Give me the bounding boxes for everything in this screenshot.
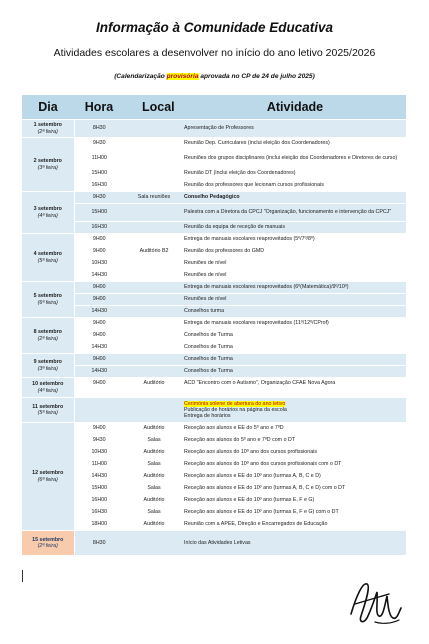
hora-cell: 9H00 — [74, 378, 124, 398]
table-row — [22, 150, 406, 168]
day-weekday: (3ª feira) — [37, 365, 58, 372]
local-cell — [124, 204, 184, 222]
day-date: 12 setembro — [32, 470, 64, 477]
hora-cell: 9H00 — [74, 234, 124, 246]
local-cell — [124, 258, 184, 270]
atividade-cell: Apresentação de Professores — [184, 120, 406, 138]
day-cell — [22, 398, 74, 423]
table-row — [22, 120, 406, 138]
schedule-table — [22, 95, 406, 556]
table-row — [22, 204, 406, 222]
atividade-cell: Palestra com a Diretora da CPCJ "Organização, funcionamento e intervenção da CPCJ" — [184, 204, 406, 222]
atividade-cell: Entrega de manuais escolares reaproveitados (5º/7º/8º) — [184, 234, 406, 246]
table-row — [22, 180, 406, 192]
local-cell: Auditório B2 — [124, 246, 184, 258]
atividade-cell: Reunião com a APEE, Direção e Encarregados de Educação — [184, 519, 406, 531]
local-cell — [124, 366, 184, 378]
hora-cell — [74, 398, 124, 423]
atividade-cell: Conselhos de Turma — [184, 342, 406, 354]
day-cell — [22, 282, 74, 318]
local-cell — [124, 150, 184, 168]
hora-cell: 9H30 — [74, 435, 124, 447]
local-cell: Auditório — [124, 378, 184, 398]
hora-cell: 14H30 — [74, 342, 124, 354]
day-date: 15 setembro — [32, 536, 64, 543]
header-atividade: Atividade — [184, 95, 406, 120]
atividade-cell: Receção aos alunos do 10º ano dos cursos profissionais com o DT — [184, 459, 406, 471]
day-date: 3 setembro — [33, 206, 62, 213]
hora-cell: 9H00 — [74, 246, 124, 258]
day-cell — [22, 378, 74, 398]
local-cell — [124, 354, 184, 366]
atividade-cell: Reunião Dep. Curriculares (inclui eleição dos Coordenadores) — [184, 138, 406, 150]
hora-cell: 9H00 — [74, 318, 124, 330]
hora-cell: 16H00 — [74, 495, 124, 507]
hora-cell: 9H00 — [74, 354, 124, 366]
hora-cell: 14H30 — [74, 366, 124, 378]
schedule-delivery-label: Entrega de horários — [184, 413, 231, 420]
atividade-cell: Receção aos alunos e EE do 5º ano e 7ºD — [184, 423, 406, 435]
table-row — [22, 354, 406, 366]
day-cell — [22, 531, 74, 556]
signature-image — [345, 574, 405, 629]
atividade-cell: Reunião da equipa de receção de manuais — [184, 222, 406, 234]
day-date: 1 setembro — [33, 122, 62, 129]
local-cell: Auditório — [124, 495, 184, 507]
day-cell — [22, 120, 74, 138]
day-date: 8 setembro — [33, 329, 62, 336]
day-cell — [22, 354, 74, 378]
local-cell — [124, 330, 184, 342]
atividade-cell: Receção aos alunos e EE do 10º ano (turmas E, F e G) — [184, 495, 406, 507]
local-cell: Auditório — [124, 447, 184, 459]
note-after: aprovada no CP de 24 de julho 2025) — [198, 73, 315, 80]
table-row — [22, 519, 406, 531]
hora-cell: 16H30 — [74, 507, 124, 519]
table-row — [22, 168, 406, 180]
day-cell — [22, 234, 74, 282]
day-weekday: (5ª feira) — [37, 410, 58, 416]
local-cell — [124, 120, 184, 138]
table-row — [22, 366, 406, 378]
local-cell: Salas — [124, 483, 184, 495]
hora-cell: 14H30 — [74, 306, 124, 318]
day-date: 10 setembro — [32, 381, 64, 388]
local-cell: Salas — [124, 507, 184, 519]
local-cell — [124, 398, 184, 423]
table-row — [22, 282, 406, 294]
local-cell — [124, 306, 184, 318]
day-date: 9 setembro — [33, 359, 62, 366]
margin-line — [22, 570, 23, 582]
atividade-cell: Conselhos de Turma — [184, 354, 406, 366]
atividade-cell: Receção aos alunos e EE do 10º ano (turmas E, F e G) com o DT — [184, 507, 406, 519]
table-row — [22, 471, 406, 483]
table-row — [22, 270, 406, 282]
local-cell — [124, 234, 184, 246]
atividade-cell: Reunião DT (inclui eleição dos Coordenadores) — [184, 168, 406, 180]
day-weekday: (4ª feira) — [37, 212, 58, 219]
hora-cell: 9H00 — [74, 330, 124, 342]
table-row — [22, 495, 406, 507]
schedule-publication-label: Publicação de horários na página da escola — [184, 406, 287, 413]
table-row — [22, 447, 406, 459]
table-row — [22, 342, 406, 354]
local-cell — [124, 270, 184, 282]
hora-cell: 8H30 — [74, 531, 124, 556]
header-dia: Dia — [22, 95, 74, 120]
atividade-cell: Reuniões de nível — [184, 258, 406, 270]
day-cell — [22, 423, 74, 531]
atividade-cell: Entrega de manuais escolares reaproveitados (6º(Matemática)/9º/10º) — [184, 282, 406, 294]
atividade-cell: Receção aos alunos do 5º ano e 7ºD com o DT — [184, 435, 406, 447]
day-cell — [22, 192, 74, 234]
table-row — [22, 294, 406, 306]
hora-cell: 15H00 — [74, 483, 124, 495]
atividade-cell: Conselhos de Turma — [184, 330, 406, 342]
table-row — [22, 435, 406, 447]
hora-cell: 14H30 — [74, 471, 124, 483]
hora-cell: 16H30 — [74, 222, 124, 234]
atividade-cell: Reuniões de nível — [184, 270, 406, 282]
hora-cell: 16H30 — [74, 180, 124, 192]
day-weekday: (6ª feira) — [37, 476, 58, 483]
atividade-cell — [184, 398, 406, 423]
atividade-cell: Entrega de manuais escolares reaproveitados (11º/12º/CProf) — [184, 318, 406, 330]
ceremony-label: Cerimónia solene de abertura do ano letivo — [184, 400, 286, 407]
local-cell — [124, 138, 184, 150]
hora-cell: 10H30 — [74, 258, 124, 270]
local-cell — [124, 168, 184, 180]
local-cell — [124, 180, 184, 192]
table-row — [22, 507, 406, 519]
day-weekday: (4ª feira) — [37, 387, 58, 394]
table-row — [22, 234, 406, 246]
header-local: Local — [124, 95, 184, 120]
note-highlight: provisória — [166, 73, 199, 80]
schedule-note — [0, 73, 429, 80]
local-cell — [124, 222, 184, 234]
day-date: 2 setembro — [33, 158, 62, 165]
atividade-cell: Reunião dos professores do GMD — [184, 246, 406, 258]
atividade-cell: Início das Atividades Letivas — [184, 531, 406, 556]
day-cell — [22, 318, 74, 354]
atividade-cell: Receção aos alunos do 10º ano dos cursos profissionais — [184, 447, 406, 459]
table-row — [22, 222, 406, 234]
table-row — [22, 306, 406, 318]
atividade-cell: ACD "Encontro com o Autismo", Organização CFAE Nova Agora — [184, 378, 406, 398]
day-date: 11 setembro — [32, 403, 64, 410]
atividade-cell: Reuniões dos grupos disciplinares (inclui eleição dos Coordenadores e Diretores de curso) — [184, 150, 406, 168]
table-row — [22, 192, 406, 204]
table-row — [22, 138, 406, 150]
atividade-cell: Reunião dos professores que lecionam cursos profissionais — [184, 180, 406, 192]
local-cell — [124, 282, 184, 294]
atividade-cell: Conselho Pedagógico — [184, 192, 406, 204]
day-weekday: (2ª feira) — [37, 543, 58, 549]
day-weekday: (3ª feira) — [37, 164, 58, 171]
table-row — [22, 330, 406, 342]
hora-cell: 9H30 — [74, 192, 124, 204]
local-cell — [124, 318, 184, 330]
page-title: Informação à Comunidade Educativa — [95, 20, 334, 35]
hora-cell: 9H30 — [74, 138, 124, 150]
table-row — [22, 531, 406, 556]
day-weekday: (2ª feira) — [37, 128, 58, 135]
local-cell: Salas — [124, 459, 184, 471]
local-cell: Auditório — [124, 519, 184, 531]
hora-cell: 15H00 — [74, 204, 124, 222]
day-weekday: (2ª feira) — [37, 335, 58, 342]
hora-cell: 9H00 — [74, 423, 124, 435]
atividade-cell: Receção aos alunos e EE do 10º ano (turmas A, B, C e D) com o DT — [184, 483, 406, 495]
atividade-cell: Reuniões de nível — [184, 294, 406, 306]
table-row — [22, 318, 406, 330]
hora-cell: 9H00 — [74, 294, 124, 306]
hora-cell: 18H00 — [74, 519, 124, 531]
local-cell — [124, 342, 184, 354]
hora-cell: 9H00 — [74, 282, 124, 294]
local-cell: Auditório — [124, 471, 184, 483]
atividade-cell: Conselhos de Turma — [184, 366, 406, 378]
day-date: 5 setembro — [33, 293, 62, 300]
day-weekday: (5ª feira) — [37, 257, 58, 264]
local-cell — [124, 294, 184, 306]
table-row — [22, 459, 406, 471]
local-cell: Sala reuniões — [124, 192, 184, 204]
table-row — [22, 483, 406, 495]
note-before: (Calendarização — [114, 73, 167, 80]
hora-cell: 11H00 — [74, 459, 124, 471]
table-row — [22, 246, 406, 258]
day-weekday: (6ª feira) — [37, 299, 58, 306]
hora-cell: 10H30 — [74, 447, 124, 459]
atividade-cell: Conselhos turma — [184, 306, 406, 318]
hora-cell: 11H00 — [74, 150, 124, 168]
day-date: 4 setembro — [33, 251, 62, 258]
atividade-cell: Receção aos alunos e EE do 10º ano (turmas A, B, C e D) — [184, 471, 406, 483]
local-cell: Auditório — [124, 423, 184, 435]
local-cell — [124, 531, 184, 556]
header-hora: Hora — [74, 95, 124, 120]
page-subtitle: Atividades escolares a desenvolver no início do ano letivo 2025/2026 — [53, 47, 376, 59]
table-header-row — [22, 95, 406, 120]
hora-cell: 15H00 — [74, 168, 124, 180]
hora-cell: 14H30 — [74, 270, 124, 282]
local-cell: Salas — [124, 435, 184, 447]
table-row — [22, 258, 406, 270]
table-row — [22, 378, 406, 398]
day-cell — [22, 138, 74, 192]
table-row — [22, 398, 406, 423]
table-row — [22, 423, 406, 435]
hora-cell: 8H30 — [74, 120, 124, 138]
